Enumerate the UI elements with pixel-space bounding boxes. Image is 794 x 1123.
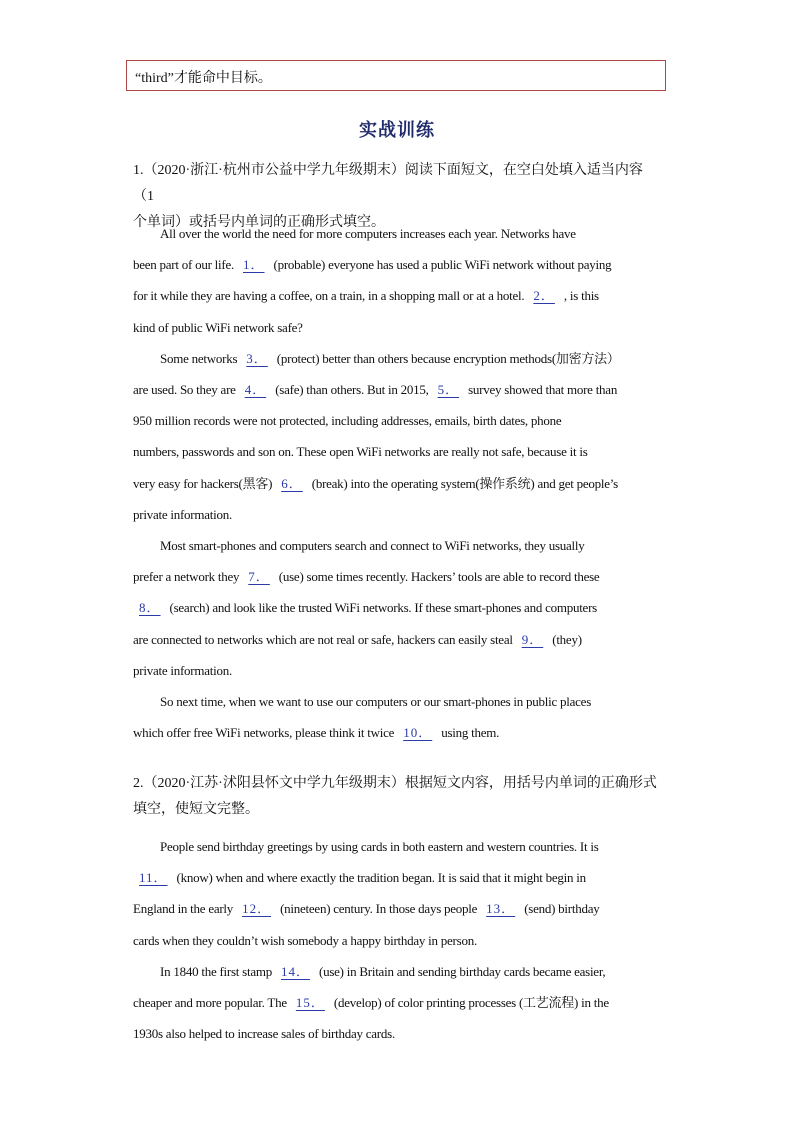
question-1-passage: [133, 218, 663, 748]
passage-text: cards when they couldn’t wish somebody a happy birthday in person.: [133, 932, 477, 948]
passage-text: (protect) better than others because encryption methods(加密方法）: [273, 350, 620, 366]
passage-text: , is this: [560, 288, 599, 304]
passage-text: prefer a network they: [133, 569, 243, 585]
answer-blank[interactable]: 7．: [248, 569, 270, 585]
passage-text: (send) birthday: [521, 901, 600, 917]
question-1-heading-line-1: 1.（2020·浙江·杭州市公益中学九年级期末）阅读下面短文，在空白处填入适当内容（1: [133, 163, 643, 204]
passage-line: [133, 592, 663, 623]
answer-blank[interactable]: 8．: [139, 600, 161, 616]
passage-text: England in the early: [133, 901, 237, 917]
answer-blank[interactable]: 14．: [280, 963, 310, 979]
passage-text: (develop) of color printing processes (工艺流程) in the: [330, 995, 609, 1011]
question-2-heading: [133, 771, 663, 823]
passage-line: [133, 218, 663, 249]
passage-line: [133, 374, 663, 405]
prev-answer-box: [126, 60, 666, 91]
answer-blank[interactable]: 11．: [139, 870, 168, 886]
answer-blank[interactable]: 6．: [281, 475, 303, 491]
question-1-heading-line-2: 个单词）或括号内单词的正确形式填空。: [133, 215, 385, 230]
passage-text: are connected to networks which are not real or safe, hackers can easily steal: [133, 631, 516, 647]
passage-line: [133, 499, 663, 530]
question-2-passage: [133, 831, 663, 1049]
passage-line: [133, 468, 663, 499]
passage-text: private information.: [133, 662, 232, 678]
passage-text: (use) in Britain and sending birthday cards became easier,: [315, 963, 606, 979]
passage-text: (nineteen) century. In those days people: [277, 901, 481, 917]
passage-text: (probable) everyone has used a public WiFi network without paying: [270, 257, 612, 273]
answer-blank[interactable]: 2．: [533, 288, 555, 304]
passage-line: [133, 925, 663, 956]
answer-blank[interactable]: 15．: [295, 995, 325, 1011]
passage-line: [133, 893, 663, 924]
passage-line: [133, 1018, 663, 1049]
passage-text: (know) when and where exactly the tradition began. It is said that it might begin in: [173, 870, 586, 886]
passage-line: [133, 655, 663, 686]
passage-text: People send birthday greetings by using cards in both eastern and western countries. It is: [160, 839, 599, 854]
passage-text: So next time, when we want to use our computers or our smart-phones in public places: [160, 694, 592, 710]
passage-line: [133, 405, 663, 436]
question-2-heading-line-2: 填空，使短文完整。: [133, 802, 259, 817]
passage-line: [133, 530, 663, 561]
passage-text: 1930s also helped to increase sales of birthday cards.: [133, 1026, 395, 1042]
passage-text: All over the world the need for more computers increases each year. Networks have: [160, 226, 576, 241]
passage-text: (break) into the operating system(操作系统) and get people’s: [308, 475, 618, 491]
passage-line: [133, 862, 663, 893]
passage-text: survey showed that more than: [465, 382, 618, 398]
passage-text: (use) some times recently. Hackers’ tools are able to record these: [275, 569, 600, 585]
passage-line: [133, 624, 663, 655]
passage-line: [133, 956, 663, 987]
passage-text: numbers, passwords and son on. These open WiFi networks are really not safe, because it is: [133, 444, 588, 460]
answer-blank[interactable]: 3．: [246, 350, 268, 366]
answer-blank[interactable]: 4．: [244, 382, 267, 398]
passage-line: [133, 717, 663, 748]
passage-text: are used. So they are: [133, 382, 239, 398]
passage-text: kind of public WiFi network safe?: [133, 319, 303, 335]
passage-text: (search) and look like the trusted WiFi networks. If these smart-phones and computers: [166, 600, 597, 616]
answer-blank[interactable]: 9．: [521, 631, 544, 647]
passage-line: [133, 280, 663, 311]
passage-text: Some networks: [160, 350, 241, 366]
passage-line: [133, 249, 663, 280]
passage-text: In 1840 the first stamp: [160, 963, 275, 979]
question-2-heading-line-1: 2.（2020·江苏·沭阳县怀文中学九年级期末）根据短文内容，用括号内单词的正确形式: [133, 776, 657, 791]
passage-text: private information.: [133, 506, 232, 522]
passage-text: using them.: [438, 725, 500, 741]
passage-text: (they): [549, 631, 582, 647]
passage-line: [133, 686, 663, 717]
passage-line: [133, 987, 663, 1018]
answer-blank[interactable]: 1．: [242, 257, 265, 273]
answer-blank[interactable]: 10．: [403, 725, 433, 741]
answer-blank[interactable]: 5．: [437, 382, 460, 398]
passage-line: [133, 436, 663, 467]
passage-line: [133, 561, 663, 592]
passage-text: Most smart-phones and computers search and connect to WiFi networks, they usually: [160, 538, 585, 554]
passage-line: [133, 831, 663, 862]
passage-text: very easy for hackers(黑客): [133, 475, 276, 491]
passage-text: for it while they are having a coffee, on a train, in a shopping mall or at a hotel.: [133, 288, 528, 304]
section-title: 实战训练: [359, 120, 435, 140]
answer-blank[interactable]: 13．: [486, 901, 516, 917]
passage-text: cheaper and more popular. The: [133, 995, 290, 1011]
prev-answer-text: “third”才能命中目标。: [135, 71, 272, 86]
passage-text: been part of our life.: [133, 257, 237, 273]
answer-blank[interactable]: 12．: [242, 901, 272, 917]
passage-text: which offer free WiFi networks, please think it twice: [133, 725, 398, 741]
passage-line: [133, 312, 663, 343]
passage-text: (safe) than others. But in 2015,: [272, 382, 432, 398]
passage-text: 950 million records were not protected, including addresses, emails, birth dates, phone: [133, 413, 562, 429]
passage-line: [133, 343, 663, 374]
